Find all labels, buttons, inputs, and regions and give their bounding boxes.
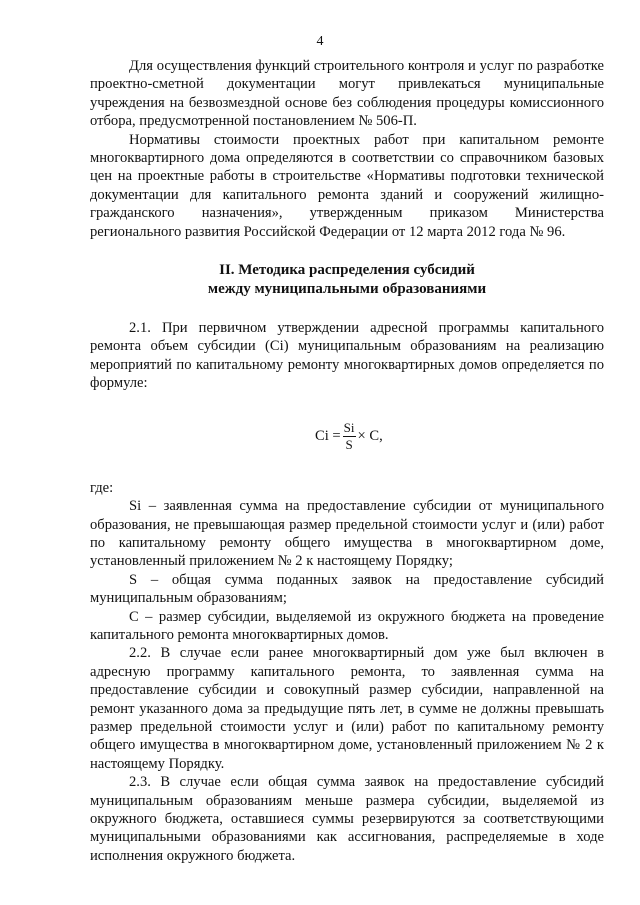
clause-2-2: 2.2. В случае если ранее многоквартирный дом уже был включен в адресную программу капитального ремонта, то заявленная сумма на предоставление субсидии и совокупный размер субсидии, направленной на ремонт указанного дома за предыдущие пять лет, в сумме не должны превышать размер предельной стоимости услуг и (или) работ по капитальному ремонту общего имущества в многоквартирном доме, установленный приложением № 2 к настоящему Порядку. (90, 645, 604, 772)
definition-s: S – общая сумма поданных заявок на предоставление субсидий муниципальным образованиям; (90, 571, 604, 607)
formula-lhs: Ci = (315, 428, 341, 445)
where-label: где: (90, 479, 114, 496)
page-number: 4 (316, 34, 324, 49)
formula-expression (315, 417, 383, 457)
section-heading (90, 261, 604, 299)
definition-si: Si – заявленная сумма на предоставление субсидии от муниципального образования, не превышающая размер предельной стоимости услуг и (или) работ по капитальному ремонту общего имущества в многоквартирном доме, установленный приложением № 2 к настоящему Порядку; (90, 498, 604, 570)
definition-c: C – размер субсидии, выделяемой из окружного бюджета на проведение капитального ремонта многоквартирных домов. (90, 608, 604, 643)
formula-fraction (343, 421, 356, 452)
section-heading-line-1: II. Методика распределения субсидий (219, 262, 475, 279)
intro-paragraph-1: Для осуществления функций строительного контроля и услуг по разработке проектно-сметной документации могут привлекаться муниципальные учреждения на безвозмездной основе без соблюдения процедуры комиссионного отбора, предусмотренной постановлением № 506-П. (90, 58, 604, 130)
formula-denominator: S (345, 437, 353, 453)
section-heading-line-2: между муниципальными образованиями (207, 281, 487, 298)
clause-2-3: 2.3. В случае если общая сумма заявок на предоставление субсидий муниципальным образованиям меньше размера субсидии, выделяемой из окружного бюджета, оставшиеся суммы резервируются за соответствующими муниципальными образованиями как ассигнования, распределяемые в ходе исполнения окружного бюджета. (90, 774, 604, 864)
document-body (90, 57, 604, 865)
formula-numerator: Si (343, 420, 355, 436)
formula-rhs: × C, (357, 428, 383, 445)
intro-paragraph-2: Нормативы стоимости проектных работ при капитальном ремонте многоквартирного дома определяются в соответствии со справочником базовых цен на проектные работы в строительстве «Нормативы подготовки технической документации для капитального ремонта зданий и сооружений жилищно-гражданского назначения», утвержденным приказом Министерства регионального развития Российской Федерации от 12 марта 2012 года № 96. (90, 131, 604, 240)
clause-2-1: 2.1. При первичном утверждении адресной программы капитального ремонта объем субсидии (Ci) муниципальным образованиям на реализацию мероприятий по капитальному ремонту многоквартирных домов определяется по формуле: (90, 320, 604, 392)
subsidy-formula (90, 417, 604, 457)
